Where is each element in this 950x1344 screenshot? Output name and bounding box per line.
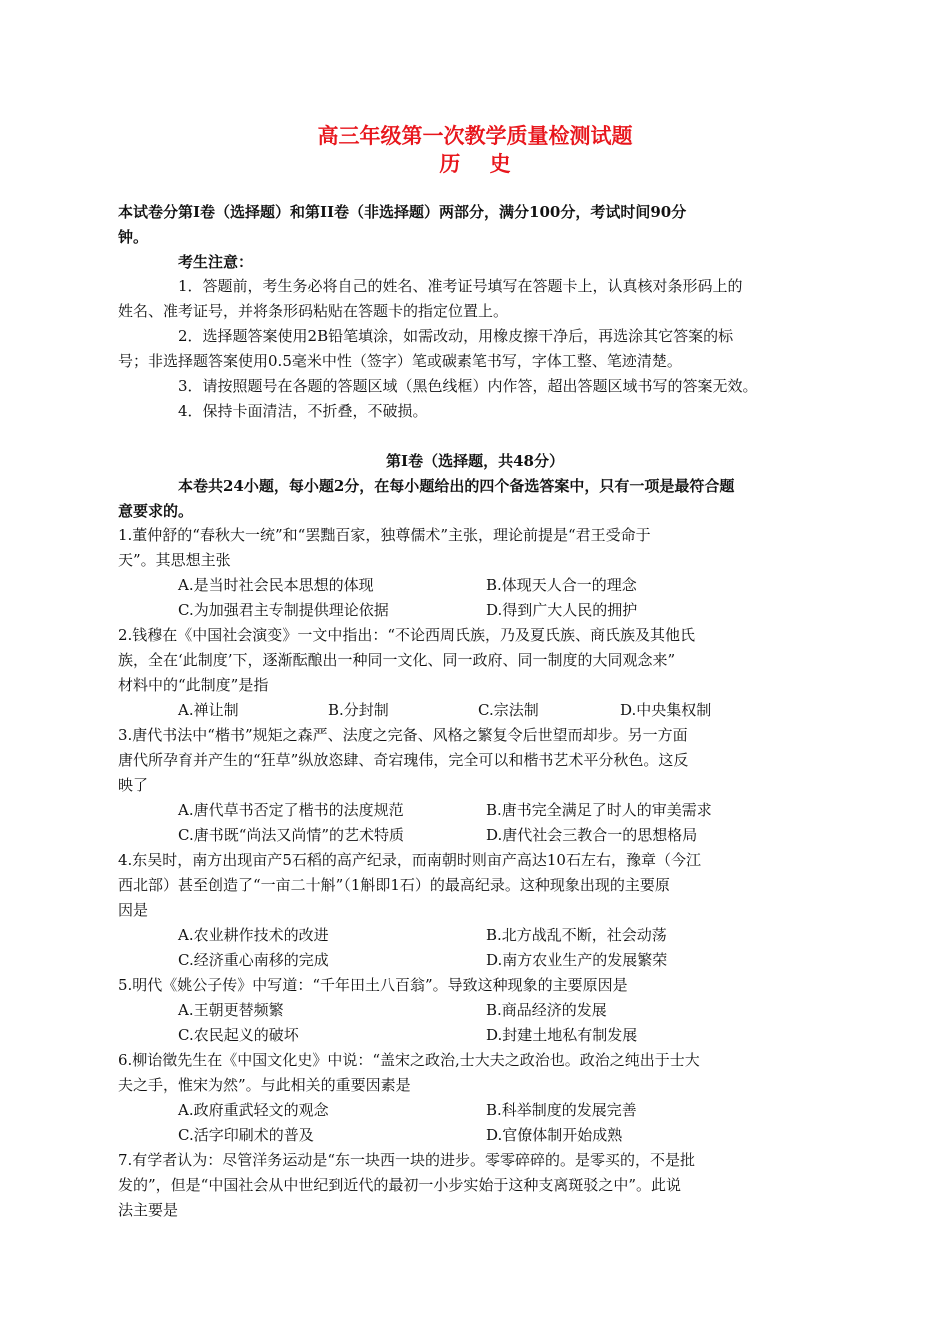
notice-line: 1．答题前，考生务必将自己的姓名、准考证号填写在答题卡上，认真核对条形码上的 bbox=[178, 277, 743, 295]
option-d: D.唐代社会三教合一的思想格局 bbox=[486, 826, 698, 844]
subject-title: 历 史 bbox=[439, 151, 511, 176]
option-b: B.商品经济的发展 bbox=[486, 1001, 607, 1019]
exam-title: 高三年级第一次教学质量检测试题 bbox=[317, 123, 633, 148]
option-b: B.北方战乱不断，社会动荡 bbox=[486, 926, 667, 944]
question-stem: 唐代所孕育并产生的“狂草”纵放恣肆、奇宕瑰伟，完全可以和楷书艺术平分秋色。这反 bbox=[118, 751, 689, 769]
notice-line: 2．选择题答案使用2B铅笔填涂，如需改动，用橡皮擦干净后，再选涂其它答案的标 bbox=[178, 327, 734, 345]
notice-line: 姓名、准考证号，并将条形码粘贴在答题卡的指定位置上。 bbox=[118, 302, 509, 320]
question-stem: 天”。其思想主张 bbox=[118, 551, 231, 569]
question-stem: 族，全在‘此制度’下，逐渐酝酿出一种同一文化、同一政府、同一制度的大同观念来” bbox=[118, 651, 676, 669]
option-d: D.南方农业生产的发展繁荣 bbox=[486, 951, 668, 969]
option-a: A.是当时社会民本思想的体现 bbox=[178, 576, 374, 594]
option-a: A.王朝更替频繁 bbox=[178, 1001, 284, 1019]
option-c: C.农民起义的破坏 bbox=[178, 1026, 299, 1044]
question-stem: 西北部）甚至创造了“一亩二十斛”（1斛即1石）的最高纪录。这种现象出现的主要原 bbox=[118, 876, 670, 894]
option-d: D.封建土地私有制发展 bbox=[486, 1026, 638, 1044]
section-heading: 第Ⅰ卷（选择题，共48分） bbox=[386, 452, 564, 470]
question-stem: 6.柳诒徵先生在《中国文化史》中说：“盖宋之政治,士大夫之政治也。政治之纯出于士大 bbox=[118, 1051, 700, 1069]
notice-line: 4．保持卡面清洁，不折叠，不破损。 bbox=[178, 402, 428, 420]
intro-line-2: 钟。 bbox=[118, 228, 149, 246]
question-stem: 因是 bbox=[118, 901, 149, 919]
option-d: D.官僚体制开始成熟 bbox=[486, 1126, 623, 1144]
question-stem: 7.有学者认为：尽管洋务运动是“东一块西一块的进步。零零碎碎的。是零买的，不是批 bbox=[118, 1151, 695, 1169]
question-stem: 2.钱穆在《中国社会演变》一文中指出：“不论西周氏族，乃及夏氏族、商氏族及其他氏 bbox=[118, 626, 695, 644]
option-b: B.唐书完全满足了时人的审美需求 bbox=[486, 801, 712, 819]
option-b: B.分封制 bbox=[328, 701, 389, 719]
option-a: A.唐代草书否定了楷书的法度规范 bbox=[178, 801, 404, 819]
option-a: A.农业耕作技术的改进 bbox=[178, 926, 329, 944]
option-a: A.禅让制 bbox=[178, 701, 239, 719]
option-b: B.体现天人合一的理念 bbox=[486, 576, 637, 594]
question-stem: 发的”，但是“中国社会从中世纪到近代的最初一小步实始于这种支离斑驳之中”。此说 bbox=[118, 1176, 682, 1194]
notice-line: 3．请按照题号在各题的答题区域（黑色线框）内作答，超出答题区域书写的答案无效。 bbox=[178, 377, 758, 395]
question-stem: 法主要是 bbox=[118, 1201, 179, 1219]
section-desc-1: 本卷共24小题，每小题2分，在每小题给出的四个备选答案中，只有一项是最符合题 bbox=[178, 477, 735, 495]
option-b: B.科举制度的发展完善 bbox=[486, 1101, 637, 1119]
question-stem: 3.唐代书法中“楷书”规矩之森严、法度之完备、风格之繁复令后世望而却步。另一方面 bbox=[118, 726, 688, 744]
question-stem: 4.东吴时，南方出现亩产5石稻的高产纪录，而南朝时则亩产高达10石左右，豫章（今江 bbox=[118, 851, 701, 869]
question-stem: 映了 bbox=[118, 776, 149, 794]
option-c: C.宗法制 bbox=[478, 701, 539, 719]
question-stem: 5.明代《姚公子传》中写道：“千年田土八百翁”。导致这种现象的主要原因是 bbox=[118, 976, 628, 994]
notice-line: 号；非选择题答案使用0.5毫米中性（签字）笔或碳素笔书写，字体工整、笔迹清楚。 bbox=[118, 352, 682, 370]
notice-heading: 考生注意： bbox=[178, 253, 254, 271]
option-c: C.为加强君主专制提供理论依据 bbox=[178, 601, 389, 619]
option-c: C.经济重心南移的完成 bbox=[178, 951, 329, 969]
option-d: D.得到广大人民的拥护 bbox=[486, 601, 638, 619]
option-d: D.中央集权制 bbox=[620, 701, 712, 719]
question-stem: 材料中的“此制度”是指 bbox=[118, 676, 269, 694]
option-c: C.唐书既“尚法又尚情”的艺术特质 bbox=[178, 826, 405, 844]
section-desc-2: 意要求的。 bbox=[118, 502, 194, 520]
question-stem: 1.董仲舒的“春秋大一统”和“罢黜百家，独尊儒术”主张，理论前提是“君王受命于 bbox=[118, 526, 651, 544]
question-stem: 夫之手，惟宋为然”。与此相关的重要因素是 bbox=[118, 1076, 411, 1094]
option-c: C.活字印刷术的普及 bbox=[178, 1126, 314, 1144]
option-a: A.政府重武轻文的观念 bbox=[178, 1101, 329, 1119]
intro-line-1: 本试卷分第Ⅰ卷（选择题）和第II卷（非选择题）两部分，满分100分，考试时间90分 bbox=[118, 203, 687, 221]
